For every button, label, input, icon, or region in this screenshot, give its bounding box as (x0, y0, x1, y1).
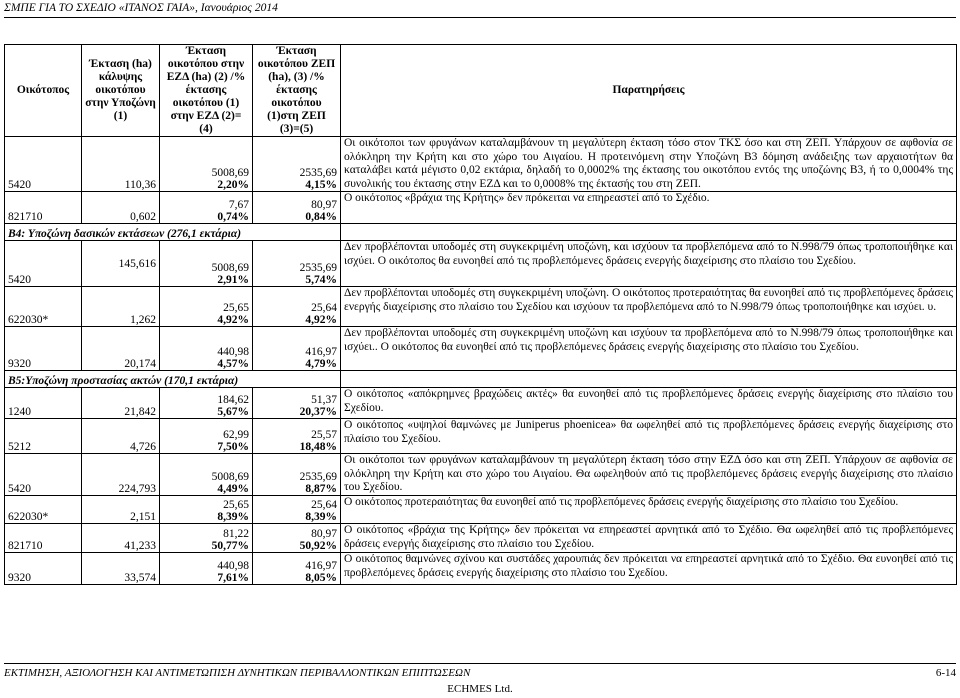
value: 25,64 (311, 499, 337, 511)
remarks: Ο οικότοπος «βράχια της Κρήτης» δεν πρόκειται να επηρεαστεί αρνητικά από το Σχέδιο. Θα ωφεληθεί από τις προβλεπόμενες δράσεις ενεργής διαχείρισης στο πλαίσιο του Σχεδίου. (341, 524, 957, 553)
table-header-row (5, 45, 957, 137)
table-row (5, 454, 957, 496)
percent: 5,67% (217, 406, 249, 418)
col-header-area-sac: Έκταση οικοτόπου στην ΕΖΔ (ha) (2) /% έκτασης οικοτόπου (1) στην ΕΖΔ (2)= (4) (160, 45, 253, 137)
percent: 18,48% (299, 441, 337, 453)
habitat-code: 5420 (5, 454, 82, 496)
habitat-code: 1240 (5, 388, 82, 419)
col-header-area-spa: Έκταση οικοτόπου ΖΕΠ (ha), (3) /% έκτασης οικοτόπου (1)στη ΖΕΠ (3)=(5) (253, 45, 341, 137)
value: 5008,69 (211, 167, 249, 179)
value: 416,97 (305, 560, 337, 572)
percent: 8,39% (305, 511, 337, 523)
value: 25,65 (223, 302, 249, 314)
area-subzone: 33,574 (82, 553, 160, 585)
area-subzone: 21,842 (82, 388, 160, 419)
percent: 0,84% (305, 211, 337, 223)
percent: 8,87% (305, 483, 337, 495)
remarks: Δεν προβλέπονται υποδομές στη συγκεκριμένη υποζώνη και ισχύουν τα προβλεπόμενα από το Ν.998/79 όπως τροποποιήθηκε και ισχύει.. Ο οικότοπος θα ευνοηθεί από τις προβλεπόμενες δράσεις ενεργής διαχείρισης στο πλαίσιο του Σχεδίου. (341, 327, 957, 371)
area-sac (160, 241, 253, 287)
area-subzone: 41,233 (82, 524, 160, 553)
value: 440,98 (217, 346, 249, 358)
table-row (5, 327, 957, 371)
habitat-table (4, 44, 957, 585)
habitat-code: 9320 (5, 553, 82, 585)
value: 51,37 (311, 394, 337, 406)
habitat-code: 821710 (5, 192, 82, 224)
table-row (5, 192, 957, 224)
area-sac (160, 192, 253, 224)
percent: 4,92% (305, 314, 337, 326)
page-footer (4, 663, 956, 682)
remarks: Ο οικότοπος προτεραιότητας θα ευνοηθεί από τις προβλεπόμενες δράσεις ενεργής διαχείρισης στο πλαίσιο του Σχεδίου. (341, 496, 957, 524)
table-row (5, 287, 957, 327)
section-title-b5: Β5:Υποζώνη προστασίας ακτών (170,1 εκτάρια) (5, 371, 341, 388)
table-row (5, 496, 957, 524)
table-row (5, 419, 957, 454)
footer-company: ECHMES Ltd. (447, 683, 513, 695)
area-subzone: 2,151 (82, 496, 160, 524)
percent: 50,92% (299, 540, 337, 552)
area-spa (253, 524, 341, 553)
percent: 5,74% (305, 274, 337, 286)
habitat-code: 5420 (5, 241, 82, 287)
area-spa (253, 287, 341, 327)
area-sac (160, 496, 253, 524)
habitat-code: 821710 (5, 524, 82, 553)
remarks: Ο οικότοπος θαμνώνες σχίνου και συστάδες χαρουπιάς δεν πρόκειται να επηρεαστεί αρνητικά από το Σχέδιο. Θα ευνοηθεί από τις προβλεπόμενες δράσεις ενεργής διαχείρισης στο πλαίσιο του Σχεδίου. (341, 553, 957, 585)
value: 80,97 (311, 528, 337, 540)
section-row (5, 224, 957, 241)
habitat-code: 5212 (5, 419, 82, 454)
area-subzone: 224,793 (82, 454, 160, 496)
percent: 4,49% (217, 483, 249, 495)
area-sac (160, 327, 253, 371)
remarks: Ο οικότοπος «υψηλοί θαμνώνες με Juniperus phoenicea» θα ωφεληθεί από τις προβλεπόμενες δράσεις ενεργής διαχείρισης στο πλαίσιο του Σχεδίου. (341, 419, 957, 454)
percent: 4,79% (305, 358, 337, 370)
area-subzone: 20,174 (82, 327, 160, 371)
habitat-code: 9320 (5, 327, 82, 371)
area-sac (160, 524, 253, 553)
footer-title: ΕΚΤΙΜΗΣΗ, ΑΞΙΟΛΟΓΗΣΗ ΚΑΙ ΑΝΤΙΜΕΤΩΠΙΣΗ ΔΥΝΗΤΙΚΩΝ ΠΕΡΙΒΑΛΛΟΝΤΙΚΩΝ ΕΠΙΠΤΩΣΕΩΝ (4, 667, 471, 679)
area-subzone: 1,262 (82, 287, 160, 327)
table-row (5, 553, 957, 585)
value: 25,57 (311, 429, 337, 441)
area-sac (160, 553, 253, 585)
area-spa (253, 553, 341, 585)
value: 2535,69 (299, 262, 337, 274)
value: 2535,69 (299, 471, 337, 483)
percent: 7,61% (217, 572, 249, 584)
area-sac (160, 454, 253, 496)
value: 184,62 (217, 394, 249, 406)
value: 5008,69 (211, 471, 249, 483)
value: 7,67 (228, 199, 249, 211)
area-spa (253, 241, 341, 287)
area-spa (253, 454, 341, 496)
percent: 4,57% (217, 358, 249, 370)
value: 440,98 (217, 560, 249, 572)
area-subzone: 0,602 (82, 192, 160, 224)
value: 2535,69 (299, 167, 337, 179)
percent: 4,15% (305, 179, 337, 191)
value: 416,97 (305, 346, 337, 358)
value: 25,65 (223, 499, 249, 511)
area-subzone: 4,726 (82, 419, 160, 454)
remarks: Ο οικότοπος «βράχια της Κρήτης» δεν πρόκειται να επηρεαστεί από το Σχέδιο. (341, 192, 957, 224)
area-sac (160, 419, 253, 454)
percent: 20,37% (299, 406, 337, 418)
value: 81,22 (223, 528, 249, 540)
percent: 4,92% (217, 314, 249, 326)
section-blank (341, 371, 957, 388)
value: 25,64 (311, 302, 337, 314)
area-sac (160, 388, 253, 419)
value: 80,97 (311, 199, 337, 211)
table-row (5, 241, 957, 287)
area-spa (253, 496, 341, 524)
habitat-code: 5420 (5, 137, 82, 192)
col-header-habitat: Οικότοπος (5, 45, 82, 137)
value: 62,99 (223, 429, 249, 441)
percent: 0,74% (217, 211, 249, 223)
table-row (5, 137, 957, 192)
area-subzone: 145,616 (82, 241, 160, 287)
table-row (5, 524, 957, 553)
area-spa (253, 419, 341, 454)
area-subzone: 110,36 (82, 137, 160, 192)
value: 5008,69 (211, 262, 249, 274)
page-number: 6-14 (935, 667, 956, 679)
remarks: Οι οικότοποι των φρυγάνων καταλαμβάνουν τη μεγαλύτερη έκταση τόσο στην ΕΖΔ όσο και στη ΖΕΠ. Υπάρχουν σε αφθονία σε ολόκληρη την Κρήτη και στο χώρο του Αιγαίου. Θα ωφεληθούν από τις προβλεπόμενες δράσεις ενεργής διαχείρισης στο πλαίσιο του Σχεδίου. (341, 454, 957, 496)
section-row (5, 371, 957, 388)
remarks: Δεν προβλέπονται υποδομές στη συγκεκριμένη υποζώνη. Ο οικότοπος προτεραιότητας θα ευνοηθεί από τις προβλεπόμενες δράσεις ενεργής διαχείρισης στο πλαίσιο του Σχεδίου και ισχύουν τα προβλεπόμενα από το Ν.998/79 όπως τροποποιήθηκε και ισχύει. υ. (341, 287, 957, 327)
percent: 50,77% (211, 540, 249, 552)
area-spa (253, 192, 341, 224)
area-spa (253, 327, 341, 371)
habitat-code: 622030* (5, 287, 82, 327)
remarks: Οι οικότοποι των φρυγάνων καταλαμβάνουν τη μεγαλύτερη έκταση τόσο στον ΤΚΣ όσο και στη ΖΕΠ. Υπάρχουν σε αφθονία σε ολόκληρη την Κρήτη και στο χώρο του Αιγαίου. Η προτεινόμενη στην Υποζώνη Β3 δόμηση ανάδειξης των αρχαιοτήτων θα καταλάβει κατά μέγιστο 0,02 εκτάρια, δηλαδή το 0,0002% της έκτασης του οικοτόπου εντός της υποζώνης Β3, ή το 0,0004% της συνολικής του έκτασης στην ΕΖΔ και το 0,0008% της έκτασής του στη ΖΕΠ. (341, 137, 957, 192)
percent: 8,39% (217, 511, 249, 523)
table-row (5, 388, 957, 419)
page-header: ΣΜΠΕ ΓΙΑ ΤΟ ΣΧΕΔΙΟ «ΙΤΑΝΟΣ ΓΑΙΑ», Ιανουάριος 2014 (4, 1, 956, 18)
area-sac (160, 287, 253, 327)
col-header-area-subzone: Έκταση (ha) κάλυψης οικοτόπου στην Υποζώνη (1) (82, 45, 160, 137)
section-blank (341, 224, 957, 241)
area-spa (253, 388, 341, 419)
area-sac (160, 137, 253, 192)
habitat-code: 622030* (5, 496, 82, 524)
percent: 2,20% (217, 179, 249, 191)
percent: 7,50% (217, 441, 249, 453)
percent: 2,91% (217, 274, 249, 286)
remarks: Δεν προβλέπονται υποδομές στη συγκεκριμένη υποζώνη, και ισχύουν τα προβλεπόμενα από το Ν.998/79 όπως τροποποιήθηκε και ισχύει. Ο οικότοπος θα ευνοηθεί από τις προβλεπόμενες δράσεις ενεργής διαχείρισης στο πλαίσιο του Σχεδίου. (341, 241, 957, 287)
remarks: Ο οικότοπος «απόκρημνες βραχώδεις ακτές» θα ευνοηθεί από τις προβλεπόμενες δράσεις ενεργής διαχείρισης στο πλαίσιο του Σχεδίου. (341, 388, 957, 419)
col-header-remarks: Παρατηρήσεις (341, 45, 957, 137)
area-spa (253, 137, 341, 192)
section-title-b4: Β4: Υποζώνη δασικών εκτάσεων (276,1 εκτάρια) (5, 224, 341, 241)
percent: 8,05% (305, 572, 337, 584)
